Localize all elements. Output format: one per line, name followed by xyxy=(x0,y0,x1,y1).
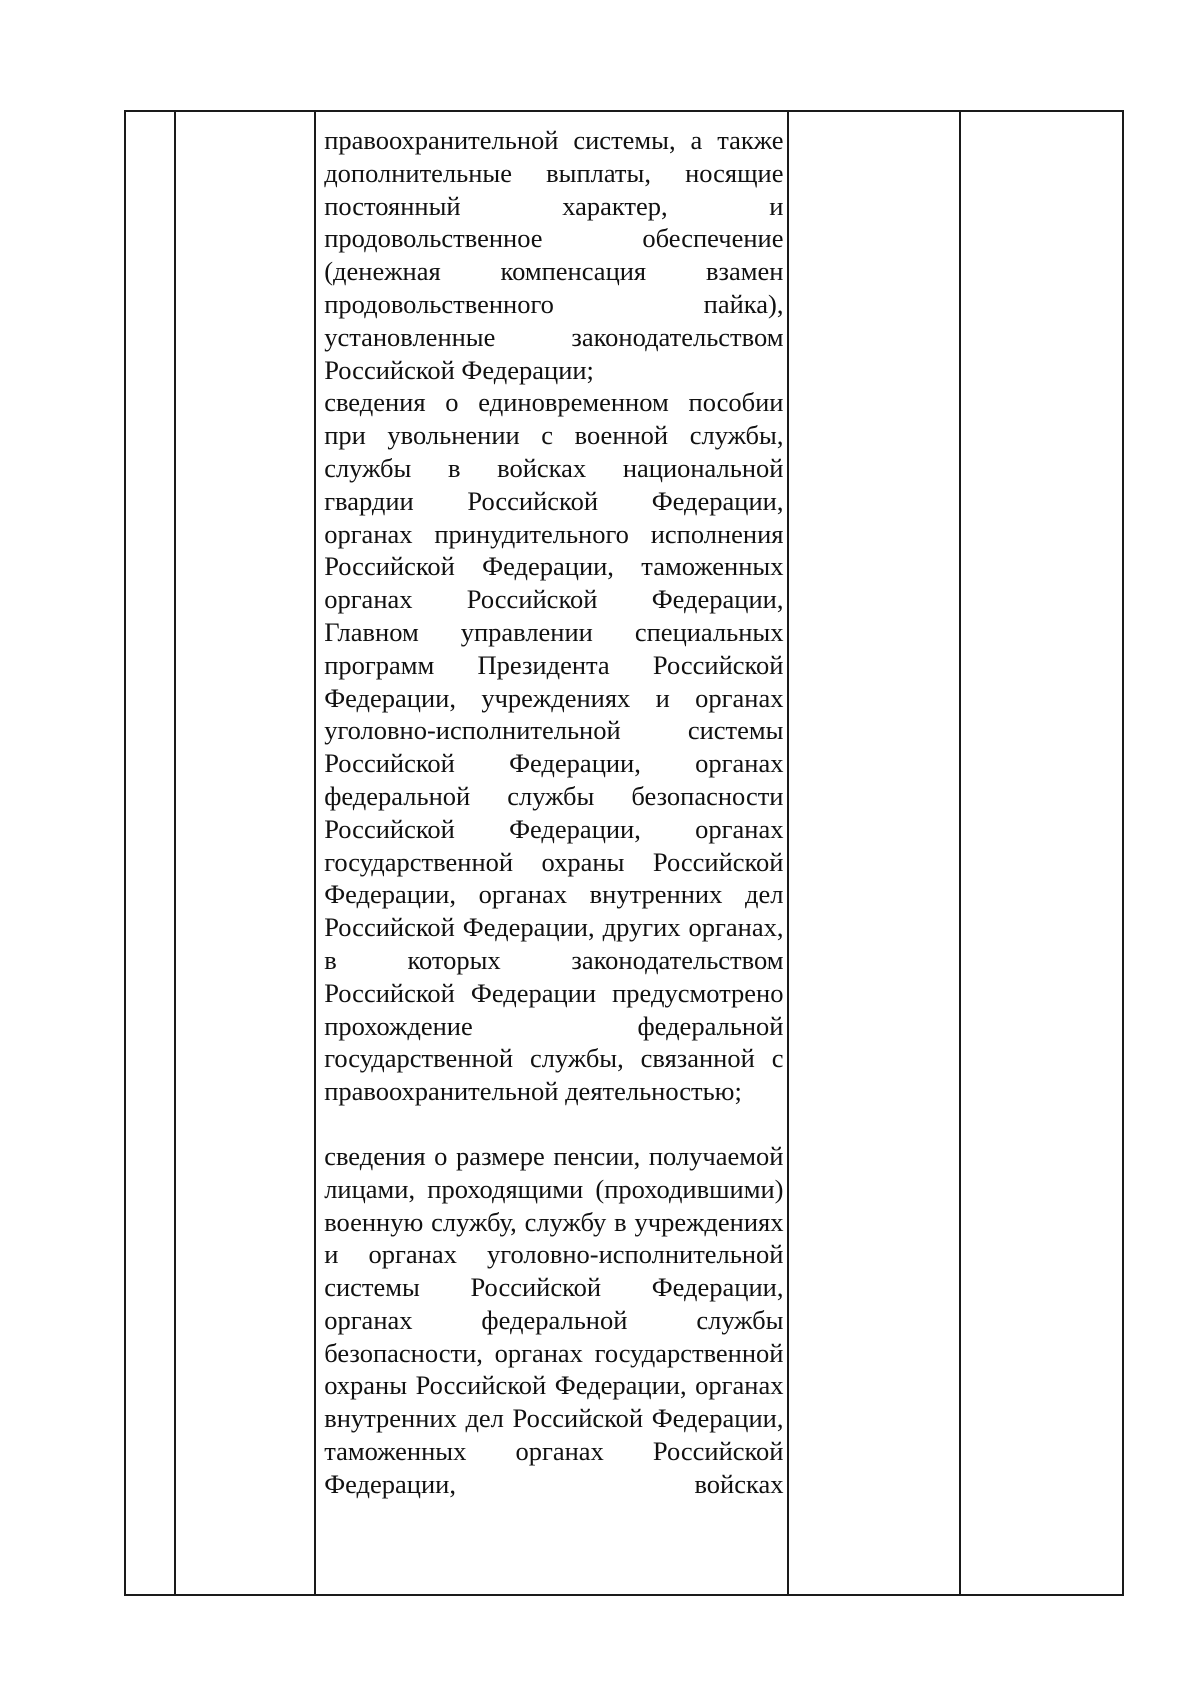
column-fifth-cell xyxy=(960,111,1123,1595)
column-code-cell xyxy=(175,111,315,1595)
paragraph-pay-and-provisions: правоохранительной системы, а также дополнительные выплаты, носящие постоянный характер, и продовольственное обеспечение (денежная компенсация взамен продовольственного пайка), установленные законодательством Российской Федерации; xyxy=(324,125,784,385)
document-table xyxy=(124,110,1124,1596)
column-description-cell xyxy=(315,111,788,1595)
column-fourth-cell xyxy=(788,111,960,1595)
paragraph-lump-sum-allowance: сведения о единовременном пособии при увольнении с военной службы, службы в войсках национальной гвардии Российской Федерации, органах принудительного исполнения Российской Федерации, таможенных органах Российской Федерации, Главном управлении специальных программ Президента Российской Федерации, учреждениях и органах уголовно-исполнительной системы Российской Федерации, органах федеральной службы безопасности Российской Федерации, органах государственной охраны Российской Федерации, органах внутренних дел Российской Федерации, других органах, в которых законодательством Российской Федерации предусмотрено прохождение федеральной государственной службы, связанной с правоохранительной деятельностью; xyxy=(324,387,784,1107)
paragraph-pension-amount: сведения о размере пенсии, получаемой лицами, проходящими (проходившими) военную службу, службу в учреждениях и органах уголовно-исполнительной системы Российской Федерации, органах федеральной службы безопасности, органах государственной охраны Российской Федерации, органах внутренних дел Российской Федерации, таможенных органах Российской Федерации, войсках xyxy=(324,1140,784,1499)
column-number-cell xyxy=(125,111,175,1595)
table-row xyxy=(125,111,1123,1595)
